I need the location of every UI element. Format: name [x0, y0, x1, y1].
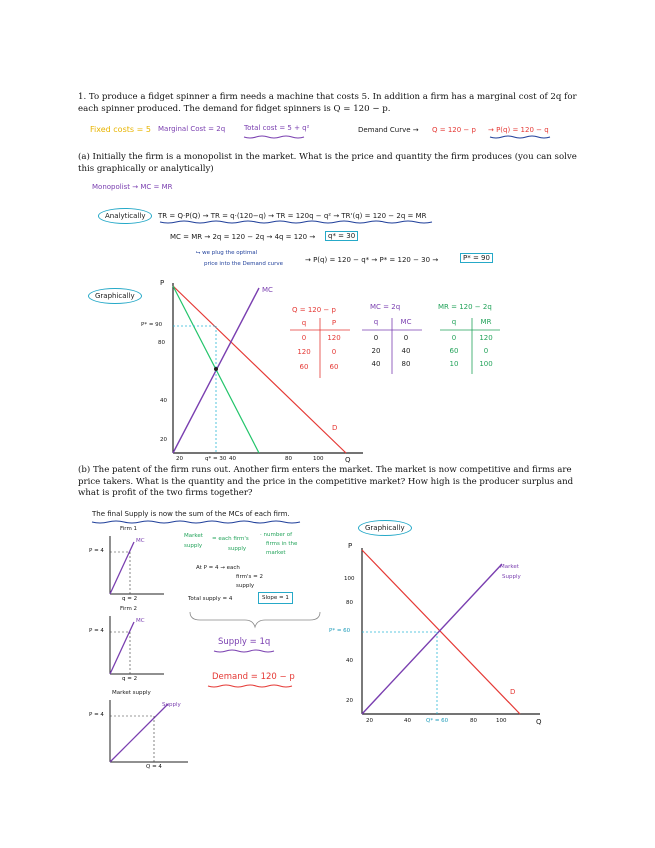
- mini-market-p4: P = 4: [89, 712, 104, 718]
- graph-b-y-label: P: [348, 542, 353, 550]
- mini-market-supply-label: Supply: [162, 702, 181, 708]
- note-total-cost: Total cost = 5 + q²: [244, 124, 310, 132]
- table-mr-r3-q: 10: [449, 360, 459, 368]
- table-mr-r3-mr: 100: [479, 360, 493, 368]
- note-plug-1: ⮡ we plug the optimal: [196, 250, 258, 256]
- mini-firm1-q2: q = 2: [122, 596, 138, 602]
- table-mc-r2-mc: 40: [401, 347, 411, 355]
- table-demand-r2-p: 0: [331, 348, 337, 356]
- table-mc-header: MC = 2q: [370, 303, 401, 311]
- note-firm-supply-title: The final Supply is now the sum of the MCs of each firm.: [92, 510, 290, 518]
- note-plug-2: price into the Demand curve: [204, 261, 283, 267]
- problem-intro-line-1: 1. To produce a fidget spinner a firm needs a machine that costs 5. In addition a firm has a marginal cost of 2q for: [78, 92, 577, 102]
- table-mc-col-mc: MC: [400, 318, 412, 326]
- table-mr-col-mr: MR: [480, 318, 492, 326]
- part-a-line-1: (a) Initially the firm is a monopolist in the market. What is the price and quantity the firm produces (you can solve: [78, 152, 577, 162]
- note-monopolist: Monopolist → MC = MR: [92, 183, 173, 191]
- note-market-supply-7: market: [266, 550, 286, 556]
- table-demand-r1-p: 120: [327, 334, 341, 342]
- note-p-line: → P(q) = 120 − q* → P* = 120 − 30 →: [305, 256, 439, 264]
- table-demand-r3-p: 60: [329, 363, 339, 371]
- graph-b-y-tick-20: 20: [346, 698, 353, 704]
- graph-b-d-label: D: [510, 688, 516, 696]
- graph-a-x-tick-20: 20: [176, 456, 183, 462]
- note-market-supply-6: firms in the: [266, 541, 298, 547]
- part-a-line-2: this graphically or analytically): [78, 163, 214, 174]
- label-analytically: Analytically: [98, 208, 152, 224]
- graph-b-y-tick-40: 40: [346, 658, 353, 664]
- graph-a-x-tick-80: 80: [285, 456, 292, 462]
- note-fixed-costs: Fixed costs = 5: [90, 125, 151, 134]
- table-mr-r2-mr: 0: [483, 347, 489, 355]
- boxed-p-star: P* = 90: [460, 253, 493, 263]
- table-mr-col-q: q: [451, 318, 457, 326]
- graph-a-y-tick-80: 80: [158, 340, 165, 346]
- note-marginal-cost: Marginal Cost = 2q: [158, 125, 226, 133]
- table-demand-r1-q: 0: [301, 334, 307, 342]
- graph-b-y-tick-100: 100: [344, 576, 355, 582]
- note-demand-curve: Demand Curve →: [358, 126, 419, 134]
- note-market-supply-4: supply: [228, 546, 247, 552]
- table-mc-col-q: q: [373, 318, 379, 326]
- table-mc-r3-q: 40: [371, 360, 381, 368]
- table-mr-r1-mr: 120: [479, 334, 493, 342]
- graph-b: [352, 548, 552, 718]
- note-market-supply-2: supply: [184, 543, 203, 549]
- boxed-q-star: q* = 30: [325, 231, 358, 241]
- mini-firm1-p4: P = 4: [89, 548, 104, 554]
- graph-b-x-tick-20: 20: [366, 718, 373, 724]
- label-graphically: Graphically: [88, 288, 142, 304]
- table-mc-r3-mc: 80: [401, 360, 411, 368]
- boxed-slope: Slope = 1: [258, 592, 293, 604]
- note-at-p4-3: supply: [236, 583, 255, 589]
- graph-a-p-star-label: P* = 90: [141, 322, 163, 328]
- problem-intro-line-2: each spinner produced. The demand for fidget spinners is Q = 120 − p.: [78, 103, 391, 114]
- label-graphically-b: Graphically: [358, 520, 412, 536]
- note-market-supply-1: Market: [184, 533, 203, 539]
- mini-firm1-mc: MC: [136, 538, 145, 544]
- table-mr-r2-q: 60: [449, 347, 459, 355]
- table-mr-header: MR = 120 − 2q: [438, 303, 492, 311]
- part-b-line-3: what is profit of the two firms together?: [78, 488, 253, 498]
- mini-firm2-q2: q = 2: [122, 676, 138, 682]
- note-mc-mr-line: MC = MR → 2q = 120 − 2q → 4q = 120 →: [170, 233, 316, 241]
- graph-b-supply-line: [362, 564, 502, 714]
- graph-b-q-star-label: Q* = 60: [426, 718, 449, 724]
- graph-b-x-tick-100: 100: [496, 718, 507, 724]
- mini-firm2-mc: MC: [136, 618, 145, 624]
- graph-a-x-label: Q: [345, 456, 351, 464]
- table-demand-header: Q = 120 − p: [292, 306, 336, 314]
- note-at-p4-1: At P = 4 → each: [196, 565, 240, 571]
- graph-b-supply-label-2: Supply: [502, 574, 521, 580]
- note-demand-q: Q = 120 − p: [432, 126, 476, 134]
- mini-firm2-p4: P = 4: [89, 628, 104, 634]
- graph-a-x-tick-40: 40: [229, 456, 236, 462]
- note-total-supply: Total supply = 4: [188, 596, 233, 602]
- table-demand-r2-q: 120: [297, 348, 311, 356]
- table-mc-r2-q: 20: [371, 347, 381, 355]
- part-b-line-2: price takers. What is the quantity and the price in the competitive market? How high is the producer surplus and: [78, 476, 574, 487]
- table-demand-r3-q: 60: [299, 363, 309, 371]
- note-supply-eq: Supply = 1q: [218, 637, 271, 647]
- note-market-supply-5: · number of: [260, 532, 293, 538]
- graph-b-y-tick-80: 80: [346, 600, 353, 606]
- graph-b-x-label: Q: [536, 718, 542, 726]
- graph-b-x-tick-80: 80: [470, 718, 477, 724]
- table-mc-r1-q: 0: [373, 334, 379, 342]
- graph-b-p-star-label: P* = 60: [329, 628, 351, 634]
- table-mr-r1-q: 0: [451, 334, 457, 342]
- graph-a-y-label: P: [160, 279, 165, 287]
- graph-a-d-label: D: [332, 424, 338, 432]
- part-b-line-1: (b) The patent of the firm runs out. Another firm enters the market. The market is now competitive and firms are: [78, 465, 572, 475]
- mini-market-title: Market supply: [112, 690, 151, 696]
- table-demand-col-p: P: [331, 319, 337, 327]
- note-demand-eq: Demand = 120 − p: [212, 672, 295, 682]
- note-tr-line: TR = Q·P(Q) → TR = q·(120−q) → TR = 120q − q² → TR'(q) = 120 − 2q = MR: [158, 212, 427, 220]
- note-market-supply-3: = each firm's: [212, 536, 249, 542]
- graph-a-y-tick-40: 40: [160, 398, 167, 404]
- graph-a-mc-label: MC: [262, 286, 273, 294]
- table-mc-r1-mc: 0: [403, 334, 409, 342]
- graph-b-x-tick-40: 40: [404, 718, 411, 724]
- table-demand-col-q: q: [301, 319, 307, 327]
- graph-a-q-star-label: q* = 30: [205, 456, 227, 462]
- graph-a-y-tick-20: 20: [160, 437, 167, 443]
- mini-market-q4: Q = 4: [146, 764, 162, 770]
- mini-firm2-title: Firm 2: [120, 606, 138, 612]
- graph-a-x-tick-100: 100: [313, 456, 324, 462]
- mini-firm1-title: Firm 1: [120, 526, 138, 532]
- note-at-p4-2: firm's = 2: [236, 574, 263, 580]
- graph-b-supply-label-1: Market: [500, 564, 519, 570]
- note-demand-p: → P(q) = 120 − q: [488, 126, 549, 134]
